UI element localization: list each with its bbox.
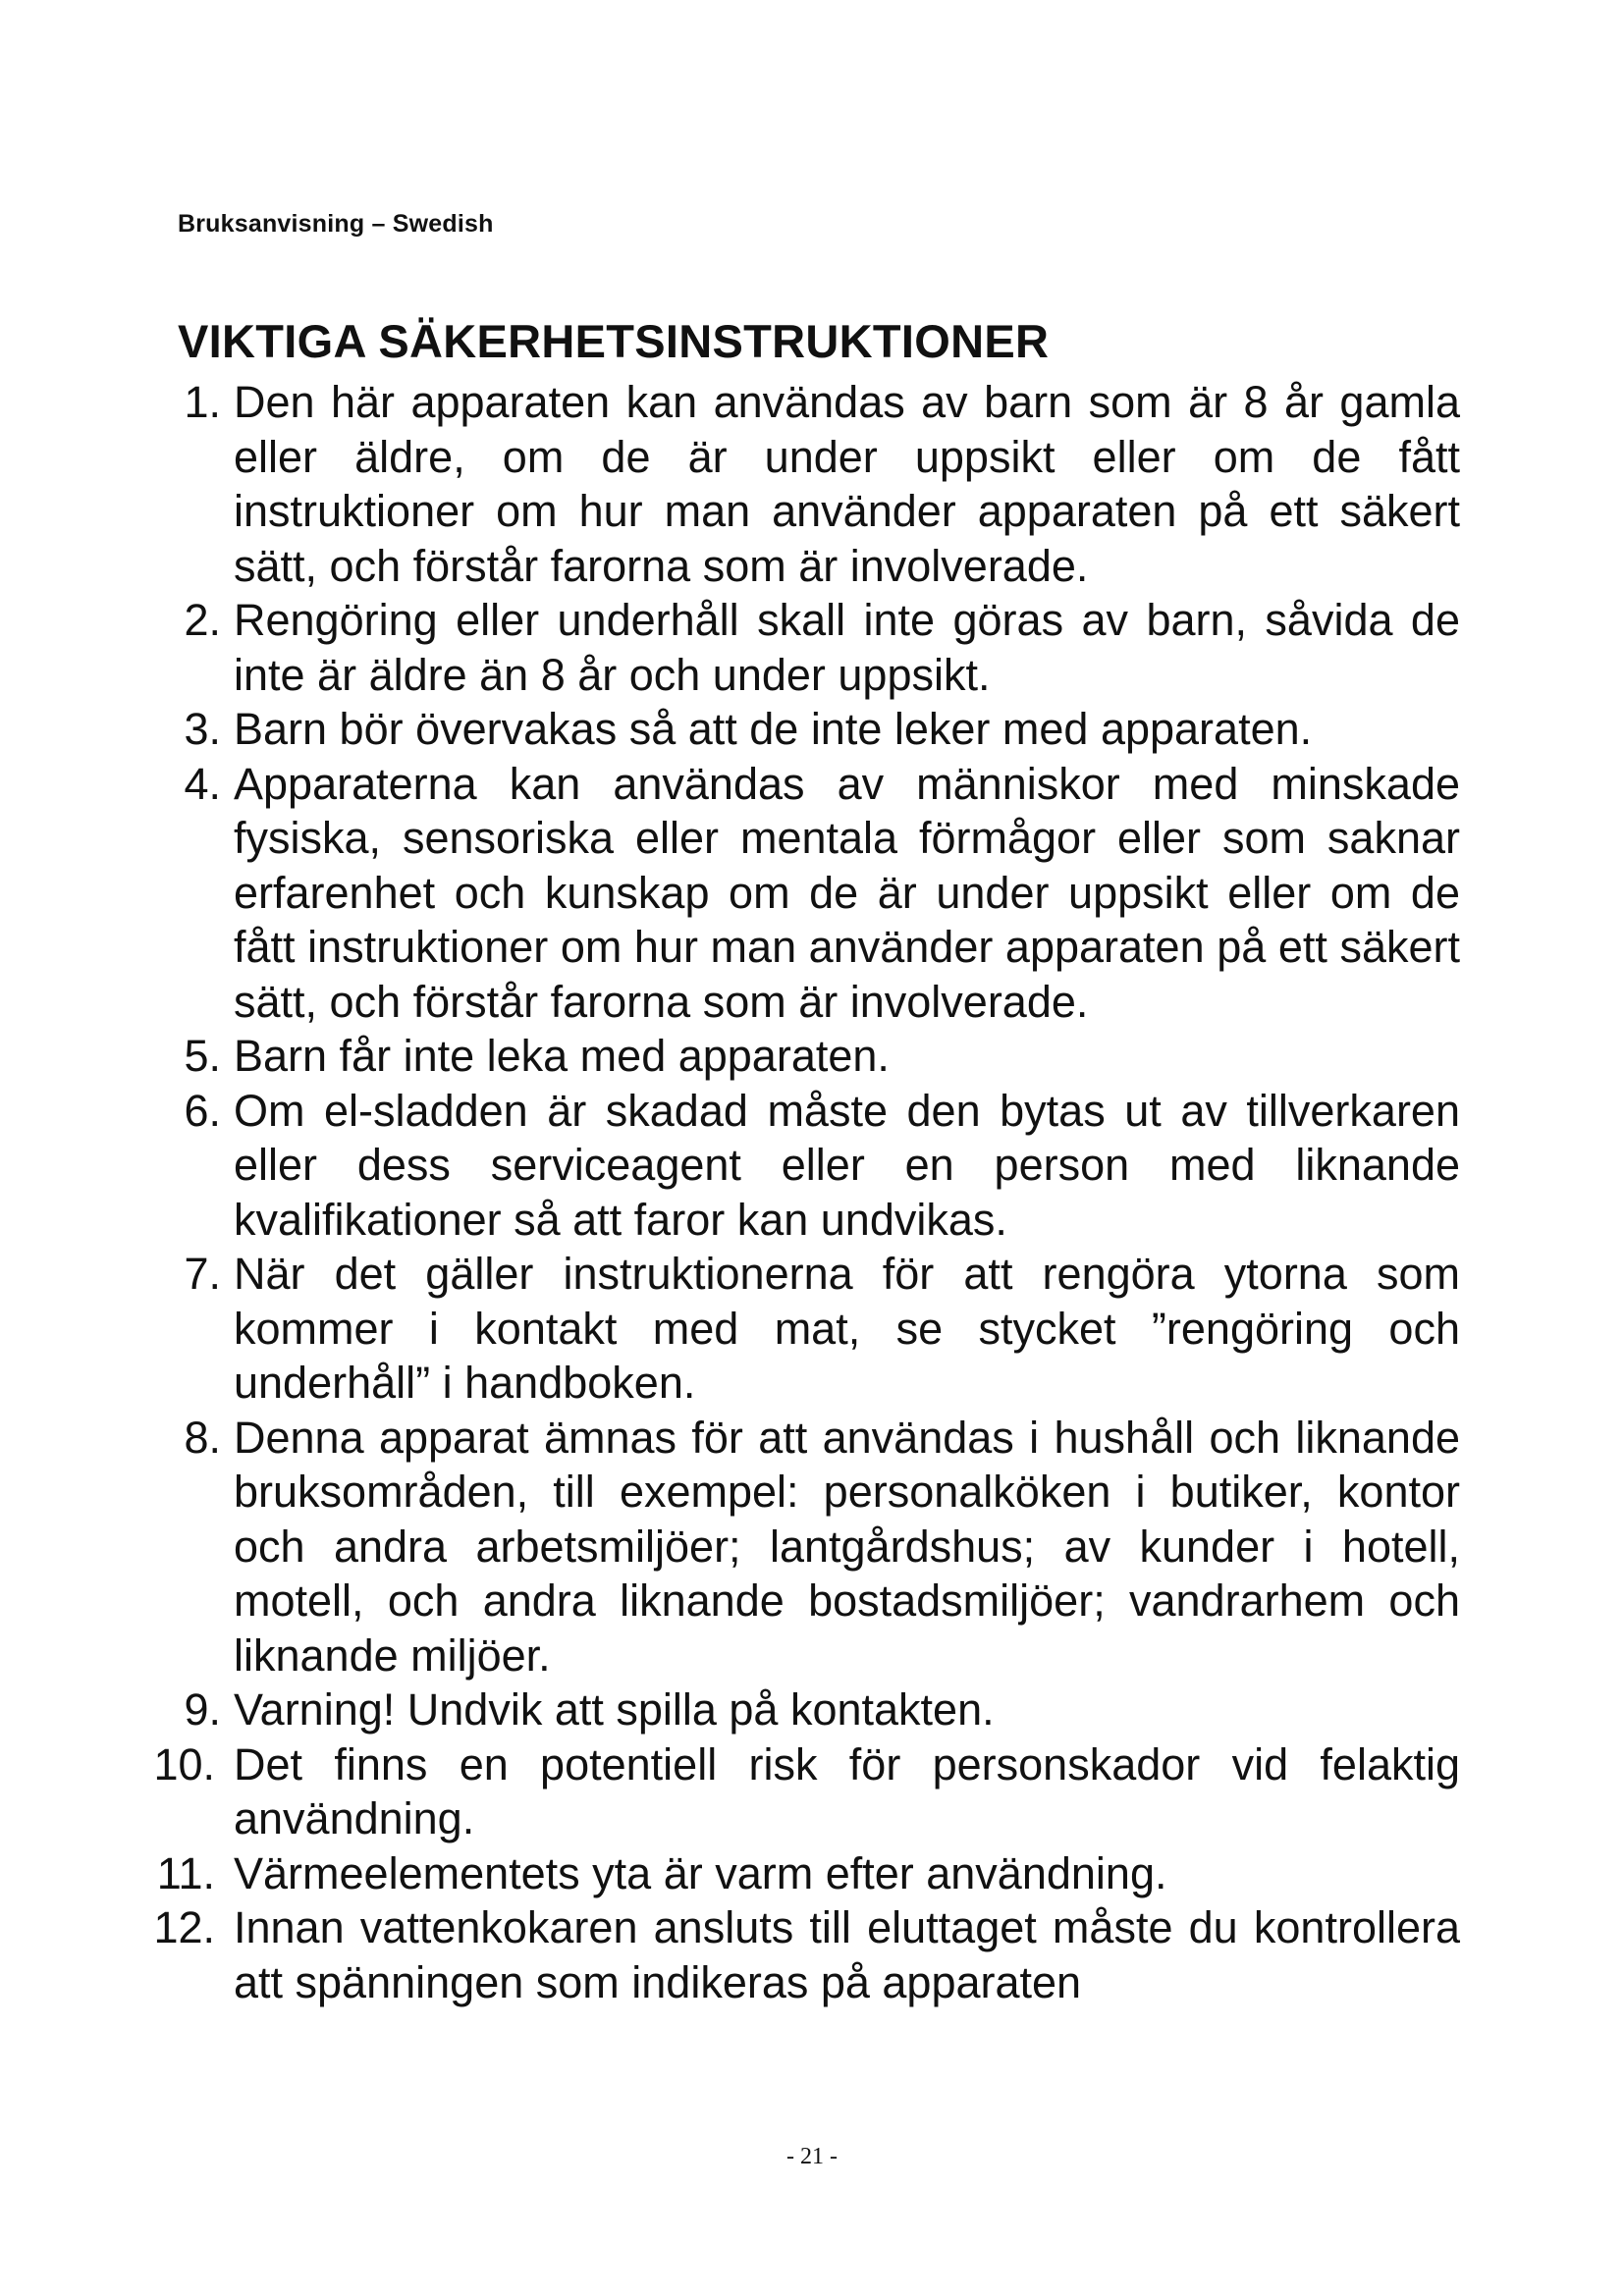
list-item-text: Det finns en potentiell risk för personskador vid felaktig användning. [234, 1738, 1460, 1843]
page-number: - 21 - [786, 2144, 838, 2169]
safety-instructions-list [144, 375, 1460, 2009]
list-item-number: 11. [156, 1847, 215, 1898]
list-item [144, 1029, 1460, 1084]
list-item-number: 1. [184, 377, 221, 427]
list-item-text: Rengöring eller underhåll skall inte göras av barn, såvida de inte är äldre än 8 år och under uppsikt. [234, 595, 1460, 700]
list-item-number: 3. [184, 704, 221, 754]
list-item-number: 10. [153, 1738, 215, 1789]
list-item [144, 375, 1460, 593]
list-item-text: Barn får inte leka med apparaten. [234, 1031, 890, 1081]
list-item-text: Apparaterna kan användas av människor med minskade fysiska, sensoriska eller mentala förmågor eller som saknar erfarenhet och kunskap om de är under uppsikt eller om de fått instruktioner om hur man använder apparaten på ett säkert sätt, och förstår farorna som är involverade. [234, 758, 1460, 1027]
list-item-number: 8. [184, 1412, 221, 1463]
running-header: Bruksanvisning – Swedish [178, 210, 494, 238]
list-item-text: Innan vattenkokaren ansluts till eluttaget måste du kontrollera att spänningen som indikeras på apparaten [234, 1902, 1460, 2007]
section-title: VIKTIGA SÄKERHETSINSTRUKTIONER [178, 315, 1050, 367]
list-item [144, 1682, 1460, 1737]
list-item [144, 593, 1460, 702]
list-item-text: Värmeelementets yta är varm efter användning. [234, 1847, 1167, 1898]
list-item-number: 9. [184, 1684, 221, 1735]
list-item-number: 5. [184, 1031, 221, 1081]
list-item [144, 757, 1460, 1030]
list-item [144, 1411, 1460, 1683]
list-item [144, 1846, 1460, 1901]
list-item-text: Denna apparat ämnas för att användas i hushåll och liknande bruksområden, till exempel: personalköken i butiker, kontor och andra arbetsmiljöer; lantgårdshus; av kunder i hotell, motell, och andra liknande bostadsmiljöer; vandrarhem och liknande miljöer. [234, 1412, 1460, 1681]
list-item [144, 1900, 1460, 2009]
list-item-text: Den här apparaten kan användas av barn som är 8 år gamla eller äldre, om de är under uppsikt eller om de fått instruktioner om hur man använder apparaten på ett säkert sätt, och förstår farorna som är involverade. [234, 377, 1460, 591]
list-item-number: 6. [184, 1085, 221, 1136]
list-item [144, 1247, 1460, 1411]
list-item-text: Barn bör övervakas så att de inte leker med apparaten. [234, 704, 1313, 754]
list-item-text: Varning! Undvik att spilla på kontakten. [234, 1684, 995, 1735]
list-item [144, 1084, 1460, 1248]
list-item-number: 2. [184, 595, 221, 645]
list-item-text: När det gäller instruktionerna för att rengöra ytorna som kommer i kontakt med mat, se stycket ”rengöring och underhåll” i handboken. [234, 1249, 1460, 1408]
list-item-number: 7. [184, 1249, 221, 1299]
list-item-number: 12. [153, 1902, 215, 1952]
list-item [144, 702, 1460, 757]
list-item-text: Om el-sladden är skadad måste den bytas ut av tillverkaren eller dess serviceagent eller en person med liknande kvalifikationer så att faror kan undvikas. [234, 1085, 1460, 1245]
list-item [144, 1737, 1460, 1846]
list-item-number: 4. [184, 758, 221, 809]
